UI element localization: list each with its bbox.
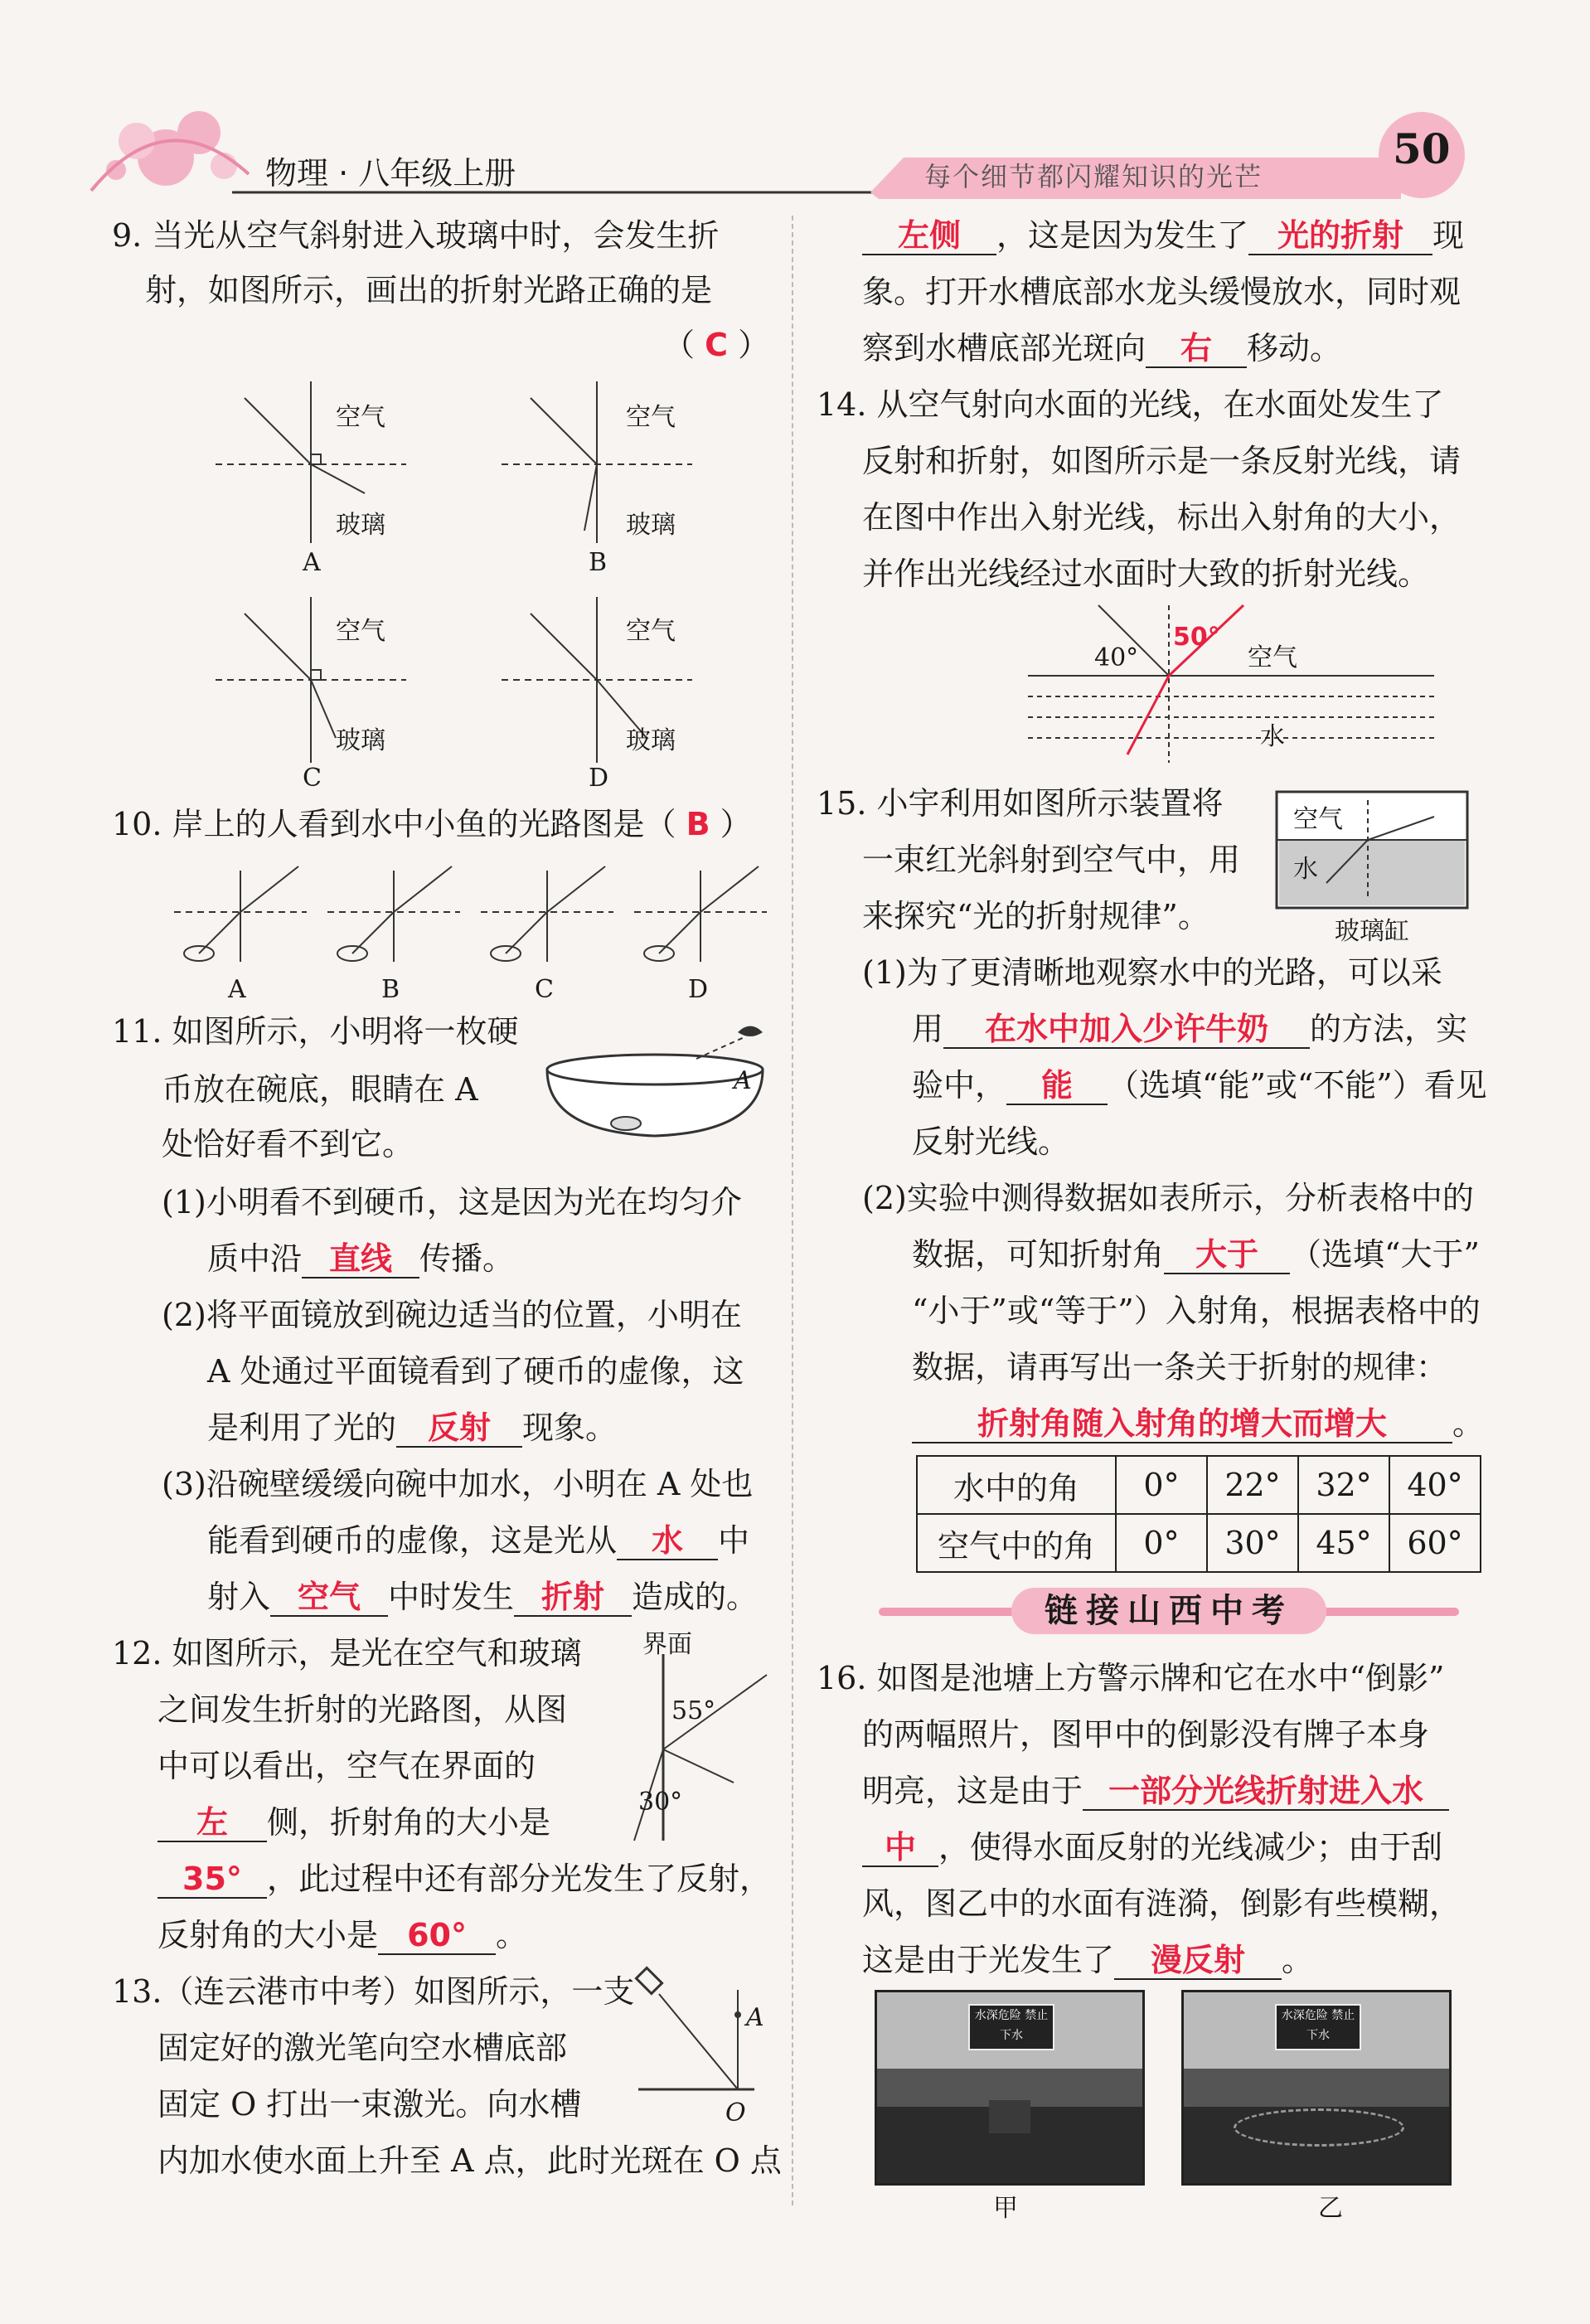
q11-line3: 处恰好看不到它。 — [162, 1126, 414, 1162]
q16-answer2: 漫反射 — [1114, 1943, 1282, 1980]
q15-p1b — [912, 1001, 1467, 1057]
q9-label-d: D — [589, 764, 609, 793]
header-subject: 物理 · 八年级上册 — [265, 155, 516, 192]
q11-answer2: 反射 — [396, 1411, 522, 1448]
q16-line3 — [862, 1763, 1449, 1819]
q11-p1a: (1)小明看不到硬币，这是因为光在均匀介 — [162, 1184, 742, 1220]
q12-line1: 12. 如图所示，是光在空气和玻璃 — [112, 1635, 582, 1671]
q15-fig-water: 水 — [1293, 855, 1318, 884]
q10-answer: B — [686, 806, 710, 842]
q13-right-line1 — [862, 207, 1464, 264]
q11-p3a: (3)沿碗壁缓缓向碗中加水，小明在 A 处也 — [162, 1466, 754, 1502]
q15-fig-air: 空气 — [1293, 805, 1343, 834]
q12-l6-text: 反射角的大小是 — [158, 1917, 379, 1953]
q9-air-c: 空气 — [336, 617, 385, 646]
q15-p1e-text: （选填“能”或“不能”）看见 — [1108, 1067, 1487, 1104]
photo-b — [1181, 1990, 1452, 2186]
q11-answer3a: 水 — [617, 1524, 718, 1560]
q12-l5-text: ，此过程中还有部分光发生了反射， — [267, 1861, 772, 1897]
q14-figure — [1020, 601, 1451, 767]
q12-angle1: 55° — [671, 1696, 716, 1725]
q13-right-line2: 象。打开水槽底部水龙头缓慢放水，同时观 — [862, 274, 1462, 310]
q11-p3c-text: 中 — [718, 1522, 750, 1559]
q14-line4: 并作出光线经过水面时大致的折射光线。 — [862, 556, 1430, 592]
q9-glass-c: 玻璃 — [336, 726, 385, 755]
photo-a — [875, 1990, 1145, 2186]
q9-label-b: B — [589, 548, 608, 577]
section-title: 链接山西中考 — [1011, 1588, 1326, 1634]
table-cell: 40° — [1389, 1456, 1481, 1514]
q15-p2b-text: 数据，可知折射角 — [912, 1236, 1165, 1273]
q9-line2: 射，如图所示，画出的折射光路正确的是 — [145, 272, 713, 308]
q15-p1d-text: 验中， — [912, 1067, 1007, 1104]
q15-answer2: 能 — [1006, 1069, 1108, 1105]
q16-line6 — [862, 1932, 1313, 1988]
q12-line2: 之间发生折射的光路图，从图 — [158, 1691, 568, 1728]
q15-p2c-text: （选填“大于” — [1290, 1236, 1480, 1273]
q16-l3-text: 明亮，这是由于 — [862, 1773, 1083, 1809]
q9-glass-a: 玻璃 — [336, 511, 385, 540]
q10-text: 10. 岸上的人看到水中小鱼的光路图是（ B ） — [112, 806, 752, 842]
q11-p2d-text: 现象。 — [522, 1409, 618, 1446]
q13-r1c-text: 现 — [1432, 217, 1465, 254]
q9-air-d: 空气 — [626, 617, 676, 646]
q10-label-b: B — [381, 975, 400, 1004]
q10-label-d: D — [688, 975, 709, 1004]
q9-answer-value: C — [705, 327, 728, 363]
table-cell: 45° — [1298, 1514, 1389, 1572]
q11-p2c — [207, 1400, 617, 1456]
q9-line1: 9. 当光从空气斜射进入玻璃中时，会发生折 — [112, 217, 720, 254]
q9-answer: （ C ） — [663, 327, 770, 363]
q9-glass-b: 玻璃 — [626, 511, 676, 540]
q15-p2a: (2)实验中测得数据如表所示，分析表格中的 — [862, 1180, 1474, 1216]
q11-p1b-text: 质中沿 — [207, 1240, 303, 1277]
q9-glass-d: 玻璃 — [626, 726, 676, 755]
q15-data-table — [916, 1455, 1481, 1573]
laser-pen-icon — [636, 1967, 662, 1993]
q14-water: 水 — [1260, 722, 1285, 751]
q9-label-a: A — [303, 548, 321, 577]
q13-answer1: 左侧 — [862, 219, 996, 255]
q16-l4-text: ，使得水面反射的光线减少；由于刮 — [938, 1829, 1443, 1866]
photo-b-caption: 乙 — [1318, 2194, 1343, 2223]
q13-answer3: 右 — [1146, 332, 1247, 368]
q11-p3b-text: 能看到硬币的虚像，这是光从 — [207, 1522, 618, 1559]
flower-ornament-icon — [91, 111, 249, 191]
column-divider — [792, 216, 793, 2205]
q13-line3: 固定 O 打出一束激光。向水槽 — [158, 2086, 582, 2123]
q12-line5 — [158, 1851, 771, 1907]
q11-p1c-text: 传播。 — [419, 1240, 515, 1277]
q15-p2f-text: 。 — [1452, 1405, 1485, 1442]
q15-p2f — [912, 1395, 1484, 1452]
q15-line3: 来探究“光的折射规律”。 — [862, 898, 1209, 934]
q15-p1d — [912, 1057, 1487, 1113]
q11-p2b: A 处通过平面镜看到了硬币的虚像，这 — [207, 1353, 744, 1390]
q14-angle2: 50° — [1173, 623, 1220, 652]
q14-line2: 反射和折射，如图所示是一条反射光线，请 — [862, 443, 1462, 479]
q9-label-c: C — [303, 764, 322, 793]
q11-p3f-text: 造成的。 — [632, 1579, 759, 1615]
table-row — [917, 1456, 1481, 1514]
q11-p2a: (2)将平面镜放到碗边适当的位置，小明在 — [162, 1297, 742, 1333]
q13-fig-a: A — [746, 2003, 764, 2032]
warning-sign: 水深危险 禁止下水 — [1275, 2004, 1361, 2050]
q16-line1: 16. 如图是池塘上方警示牌和它在水中“倒影” — [817, 1660, 1445, 1696]
table-cell: 60° — [1389, 1514, 1481, 1572]
q12-angle2: 30° — [638, 1788, 683, 1817]
q13-line4: 内加水使水面上升至 A 点，此时光斑在 O 点 — [158, 2142, 782, 2179]
q13-r3a-text: 察到水槽底部光斑向 — [862, 330, 1146, 366]
q15-p1a: (1)为了更清晰地观察水中的光路，可以采 — [862, 954, 1442, 991]
q10-label-a: A — [228, 975, 246, 1004]
photo-a-caption: 甲 — [993, 2194, 1018, 2223]
q15-p1c-text: 的方法，实 — [1310, 1011, 1468, 1047]
q12-l4-text: 侧，折射角的大小是 — [267, 1804, 551, 1841]
q10-figures — [166, 862, 779, 978]
table-cell: 32° — [1298, 1456, 1389, 1514]
q15-line1: 15. 小宇利用如图所示装置将 — [817, 785, 1224, 822]
table-cell: 30° — [1207, 1514, 1298, 1572]
q11-line2: 币放在碗底，眼睛在 A — [162, 1071, 478, 1108]
q15-answer3: 大于 — [1164, 1238, 1290, 1274]
q11-p3e-text: 中时发生 — [388, 1579, 515, 1615]
q13-answer2: 光的折射 — [1248, 219, 1432, 255]
q11-p3b — [207, 1512, 749, 1569]
q12-answer2: 35° — [158, 1862, 267, 1899]
table-cell: 0° — [1116, 1456, 1207, 1514]
q13-right-line3 — [862, 320, 1341, 376]
warning-sign: 水深危险 禁止下水 — [968, 2004, 1054, 2050]
q11-eye-label: A — [734, 1066, 752, 1095]
q11-p3d-text: 射入 — [207, 1579, 271, 1615]
q12-answer1: 左 — [158, 1806, 267, 1842]
q12-line6 — [158, 1907, 527, 1963]
q13-r1b-text: ，这是因为发生了 — [996, 217, 1249, 254]
q16-answer1b: 中 — [862, 1831, 938, 1867]
q16-answer1a: 一部分光线折射进入水 — [1083, 1774, 1449, 1811]
table-cell: 22° — [1207, 1456, 1298, 1514]
q15-answer4: 折射角随入射角的增大而增大 — [912, 1407, 1452, 1443]
header-slogan: 每个细节都闪耀知识的光芒 — [924, 161, 1263, 192]
eye-icon — [738, 1026, 763, 1037]
q12-l6b-text: 。 — [496, 1917, 528, 1953]
table-cell: 0° — [1116, 1514, 1207, 1572]
q10-label-c: C — [535, 975, 554, 1004]
q16-l6-text: 这是由于光发生了 — [862, 1942, 1115, 1978]
q11-answer3b: 空气 — [270, 1580, 388, 1617]
q16-line2: 的两幅照片，图甲中的倒影没有牌子本身 — [862, 1716, 1430, 1753]
q15-fig-label: 玻璃缸 — [1335, 917, 1409, 946]
q9-air-a: 空气 — [336, 403, 385, 432]
q12-answer3: 60° — [378, 1919, 496, 1955]
q13-fig-o: O — [725, 2098, 746, 2128]
q9-air-b: 空气 — [626, 403, 676, 432]
q15-p2e: 数据，请再写出一条关于折射的规律： — [912, 1349, 1448, 1385]
q15-answer1: 在水中加入少许牛奶 — [943, 1012, 1310, 1049]
q11-p2c-text: 是利用了光的 — [207, 1409, 397, 1446]
q15-p2b — [912, 1226, 1480, 1283]
q11-line1: 11. 如图所示，小明将一枚硬 — [112, 1013, 519, 1050]
q9-figures — [199, 373, 779, 804]
q16-l6b-text: 。 — [1282, 1942, 1314, 1978]
q15-p1f: 反射光线。 — [912, 1123, 1070, 1160]
q12-line4 — [158, 1794, 550, 1851]
q11-p1b — [207, 1230, 514, 1287]
q12-line3: 中可以看出，空气在界面的 — [158, 1748, 536, 1784]
table-row — [917, 1514, 1481, 1572]
table-cell: 空气中的角 — [917, 1514, 1116, 1572]
header-decoration — [0, 0, 1590, 216]
q13-r3b-text: 移动。 — [1247, 330, 1342, 366]
page-number: 50 — [1393, 124, 1451, 173]
q13-line1: 13.（连云港市中考）如图所示，一支 — [112, 1973, 635, 2010]
q15-p1b-text: 用 — [912, 1011, 944, 1047]
q12-fig-label: 界面 — [642, 1630, 692, 1659]
q15-p2d: “小于”或“等于”）入射角，根据表格中的 — [912, 1293, 1481, 1329]
q14-air: 空气 — [1248, 643, 1297, 672]
q11-answer1: 直线 — [302, 1242, 419, 1278]
q14-line1: 14. 从空气射向水面的光线，在水面处发生了 — [817, 386, 1444, 423]
q10-stem: 10. 岸上的人看到水中小鱼的光路图是（ — [112, 806, 676, 842]
q15-line2: 一束红光斜射到空气中，用 — [862, 842, 1241, 878]
q16-line5: 风，图乙中的水面有涟漪，倒影有些模糊， — [862, 1885, 1462, 1922]
q11-answer3c: 折射 — [514, 1580, 632, 1617]
q13-line2: 固定好的激光笔向空水槽底部 — [158, 2030, 568, 2066]
q16-line4 — [862, 1819, 1442, 1875]
q14-angle1: 40° — [1094, 643, 1139, 672]
q14-line3: 在图中作出入射光线，标出入射角的大小， — [862, 499, 1462, 536]
section-banner — [879, 1588, 1459, 1634]
table-cell: 水中的角 — [917, 1456, 1116, 1514]
